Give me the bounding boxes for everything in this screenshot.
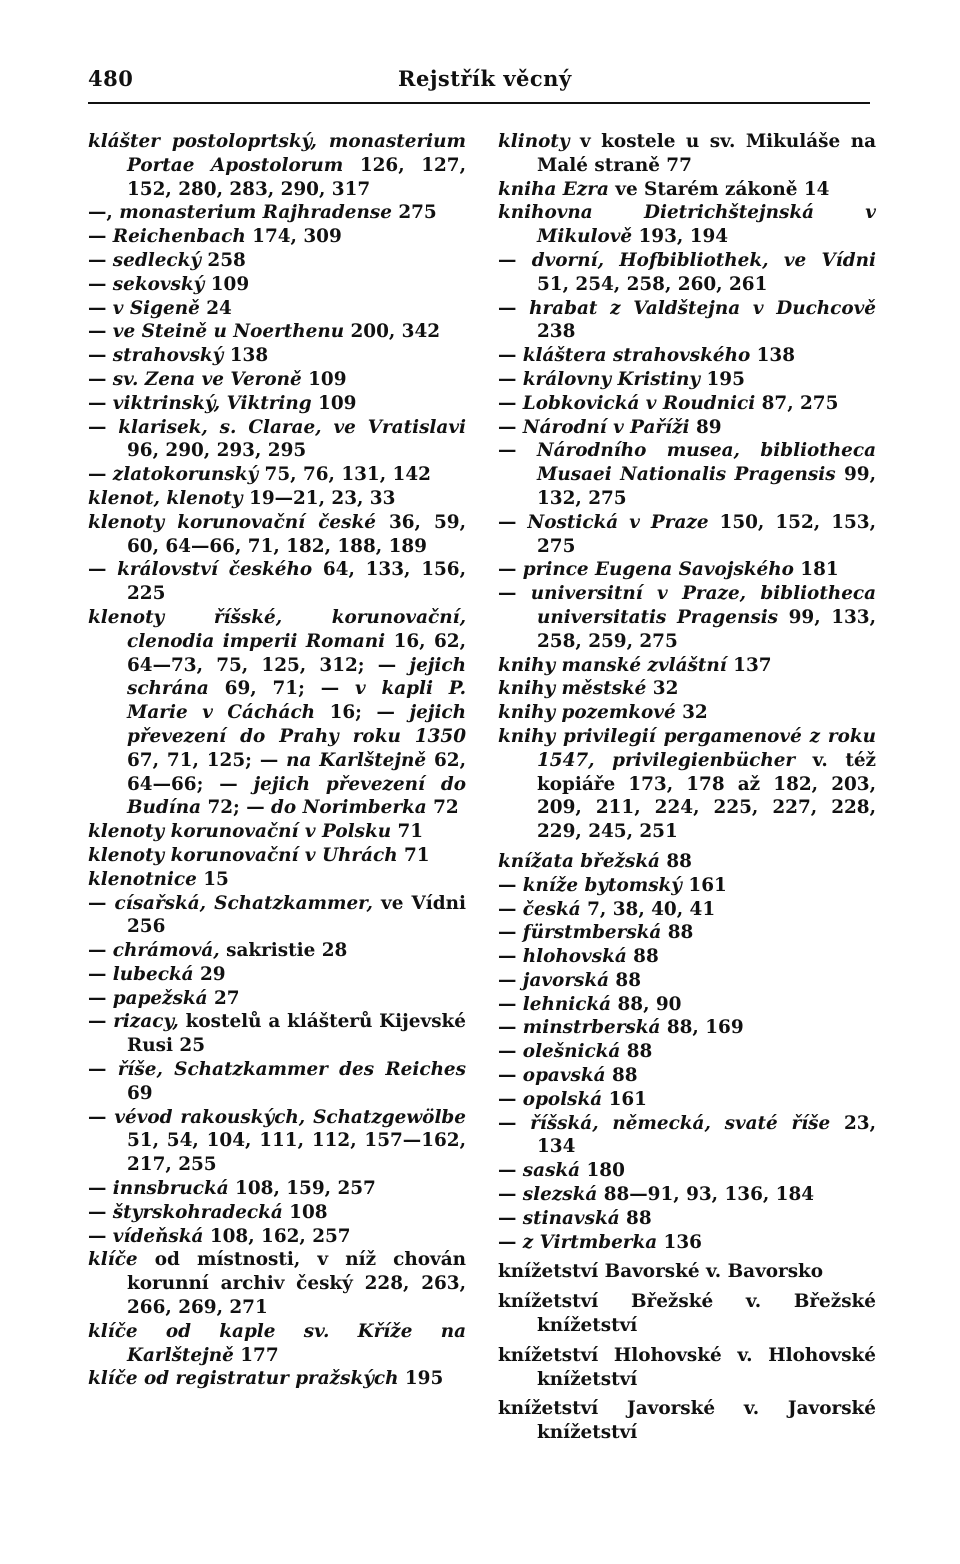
index-entry <box>88 130 466 201</box>
entry-text: — <box>498 1112 531 1134</box>
entry-term: klíče od registratur pražských <box>88 1368 399 1390</box>
entry-term: olešnická <box>522 1041 621 1063</box>
entry-text: 36, 59, 60, 64—66, 71, 182, 188, 189 <box>127 511 466 557</box>
entry-text: 177 <box>233 1344 279 1366</box>
index-subentry <box>498 511 876 559</box>
entry-term: česká <box>522 898 581 920</box>
entry-text: — <box>498 969 523 991</box>
entry-term: saská <box>522 1160 581 1182</box>
entry-term: království českého <box>117 559 313 581</box>
entry-text: 27 <box>207 987 240 1009</box>
entry-text: knížetství Javorské v. Javorské knížetství <box>498 1398 876 1444</box>
index-subentry <box>498 416 876 440</box>
entry-term: Národní v Paříži <box>522 416 690 438</box>
index-subentry <box>88 225 466 249</box>
entry-term: Nostická v Praze <box>527 511 709 533</box>
index-subentry <box>88 939 466 963</box>
index-subentry <box>88 987 466 1011</box>
entry-term: knihy městské <box>498 678 647 700</box>
index-entry <box>88 487 466 511</box>
entry-text: — <box>88 226 113 248</box>
entry-term: klenoty korunovační české <box>88 511 376 533</box>
entry-text: 108, 159, 257 <box>228 1178 376 1200</box>
entry-text: 88, 169 <box>660 1017 744 1039</box>
entry-term: vévod rakouských, Schatzgewölbe <box>114 1106 466 1128</box>
entry-term: universitní v Praze, bibliotheca universitatis Pragensis <box>530 583 877 628</box>
entry-text: 88 <box>609 969 642 991</box>
entry-text: 161 <box>602 1088 647 1110</box>
index-subentry <box>498 392 876 416</box>
index-entry <box>88 868 466 892</box>
index-subentry <box>88 201 466 225</box>
entry-term: knížata břežská <box>498 850 660 872</box>
entry-text: 69, 71; — <box>208 678 355 700</box>
entry-term: na Karlštejně <box>286 749 427 771</box>
index-subentry <box>498 874 876 898</box>
entry-text: 88 <box>661 922 694 944</box>
index-subentry <box>498 1016 876 1040</box>
entry-text: 99, 132, 275 <box>537 464 876 509</box>
entry-term: kláštera strahovského <box>522 345 751 367</box>
entry-term: chrámová, <box>112 940 220 962</box>
entry-text: — <box>498 249 532 271</box>
entry-term: opolská <box>522 1088 603 1110</box>
entry-text: — <box>498 946 523 968</box>
entry-text: 87, 275 <box>755 392 839 414</box>
entry-text: 138 <box>223 345 269 367</box>
entry-text: 109 <box>311 392 357 414</box>
index-subentry <box>88 1177 466 1201</box>
entry-text: — <box>498 1041 523 1063</box>
entry-text: 67, 71, 125; — <box>127 749 287 771</box>
index-subentry <box>498 558 876 582</box>
entry-term: rizacy, <box>113 1011 179 1033</box>
entry-text: 64, 133, 156, 225 <box>127 559 466 605</box>
index-subentry <box>498 1159 876 1183</box>
index-subentry <box>498 297 876 345</box>
index-entry <box>88 511 466 559</box>
entry-term: jejich převezení do Budína <box>127 773 466 819</box>
entry-text: 51, 254, 258, 260, 261 <box>537 273 768 295</box>
entry-term: knihy privilegií pergamenové z roku 1547, privilegienbücher <box>498 725 876 771</box>
entry-text: 16, 62, 64—73, 75, 125, 312; — <box>127 630 466 676</box>
entry-term: kniha Ezra <box>498 178 609 200</box>
entry-term: minstrberská <box>522 1017 661 1039</box>
entry-text: 51, 54, 104, 111, 112, 157—162, 217, 255 <box>127 1130 466 1176</box>
entry-term: hrabat z Valdštejna v Duchcově <box>529 297 876 319</box>
entry-text: — <box>88 273 113 295</box>
entry-term: do Norimberka <box>271 797 427 819</box>
index-subentry <box>498 945 876 969</box>
entry-text: 16; — <box>315 702 410 724</box>
entry-text: — <box>88 297 113 319</box>
page-header <box>88 66 870 104</box>
entry-text: 23, 134 <box>537 1112 877 1158</box>
index-entry <box>498 1397 876 1445</box>
entry-term: klenoty říšské, korunovační, clenodia imperii Romani <box>88 606 466 652</box>
entry-term: sv. Zena ve Veroně <box>112 368 302 390</box>
entry-text: 275 <box>391 202 437 224</box>
entry-term: císařská, Schatzkammer, <box>114 892 373 914</box>
entry-text: 62, 64—66; — <box>127 749 467 795</box>
index-entry <box>498 677 876 701</box>
entry-text: 96, 290, 293, 295 <box>127 440 307 462</box>
entry-term: štyrskohradecká <box>112 1201 283 1223</box>
index-subentry <box>498 1231 876 1255</box>
index-subentry <box>498 439 876 510</box>
entry-text: — <box>498 1017 523 1039</box>
index-subentry <box>88 892 466 940</box>
entry-text: od místnosti, v níž chován korunní archiv český 228, 263, 266, 269, 271 <box>127 1249 466 1319</box>
index-subentry <box>498 1183 876 1207</box>
index-entry <box>498 201 876 249</box>
entry-term: dvorní, Hofbibliothek, ve Vídni <box>531 249 876 271</box>
page-number: 480 <box>88 66 134 91</box>
entry-term: knihy manské zvláštní <box>498 654 727 676</box>
index-entry <box>88 1367 466 1391</box>
index-subentry <box>88 1225 466 1249</box>
entry-text: sakristie 28 <box>219 940 348 962</box>
index-subentry <box>498 969 876 993</box>
entry-term: Národního musea, bibliotheca Musaei Nationalis Pragensis <box>536 440 877 486</box>
entry-text: 193, 194 <box>632 226 729 248</box>
index-subentry <box>498 249 876 297</box>
entry-text: 126, 127, 152, 280, 283, 290, 317 <box>127 154 466 200</box>
entry-text: — <box>498 416 523 438</box>
entry-term: klíče <box>88 1249 138 1271</box>
entry-text: 200, 342 <box>344 321 441 343</box>
entry-text: — <box>498 1207 523 1229</box>
entry-text: — <box>88 1225 113 1247</box>
entry-term: kníže bytomský <box>522 874 682 896</box>
entry-text: 108, 162, 257 <box>203 1225 351 1247</box>
entry-text: —, <box>88 202 120 224</box>
entry-term: innsbrucká <box>112 1178 229 1200</box>
index-subentry <box>88 1201 466 1225</box>
index-subentry <box>88 1058 466 1106</box>
entry-text: — <box>498 345 523 367</box>
entry-text: 29 <box>193 963 226 985</box>
entry-text: — <box>88 249 113 271</box>
entry-text: — <box>88 416 119 438</box>
entry-term: klenotnice <box>88 868 197 890</box>
entry-term: strahovský <box>112 345 224 367</box>
entry-text: — <box>498 874 523 896</box>
entry-text: 258 <box>201 249 246 271</box>
index-subentry <box>88 416 466 464</box>
entry-text: — <box>88 940 113 962</box>
entry-text: 7, 38, 40, 41 <box>580 898 716 920</box>
running-head: Rejstřík věcný <box>398 66 572 91</box>
entry-term: fürstmberská <box>522 922 662 944</box>
entry-term: z Virtmberka <box>522 1231 658 1253</box>
index-subentry <box>498 993 876 1017</box>
index-subentry <box>498 1040 876 1064</box>
entry-term: královny Kristiny <box>522 368 701 390</box>
index-column-left <box>88 130 466 1391</box>
index-subentry <box>88 392 466 416</box>
index-subentry <box>88 344 466 368</box>
entry-text: — <box>88 559 118 581</box>
entry-text: 161 <box>682 874 727 896</box>
entry-term: vídeňská <box>112 1225 204 1247</box>
entry-term: slezská <box>522 1184 598 1206</box>
entry-text: 72; — <box>201 797 272 819</box>
entry-text: — <box>88 1106 115 1128</box>
entry-text: 88 <box>626 946 659 968</box>
index-subentry <box>498 582 876 653</box>
entry-text: — <box>498 440 537 462</box>
entry-term: klinoty <box>498 131 570 152</box>
entry-text: — <box>498 392 523 414</box>
index-subentry <box>498 1112 876 1160</box>
entry-text: — <box>498 1184 523 1206</box>
entry-text: 150, 152, 153, 275 <box>537 511 876 557</box>
index-subentry <box>88 320 466 344</box>
entry-term: Reichenbach <box>112 226 246 248</box>
entry-text: — <box>498 511 528 533</box>
entry-text: 15 <box>196 868 229 890</box>
entry-text: — <box>498 583 531 605</box>
entry-text: — <box>88 1011 114 1033</box>
entry-text: 238 <box>537 321 576 343</box>
entry-text: — <box>88 892 115 914</box>
entry-text: — <box>498 559 523 581</box>
entry-text: 99, 133, 258, 259, 275 <box>537 606 877 652</box>
entry-text: 89 <box>689 416 722 438</box>
entry-text: — <box>498 1231 523 1253</box>
entry-term: papežská <box>112 987 208 1009</box>
entry-text: 137 <box>726 654 772 676</box>
index-subentry <box>88 963 466 987</box>
entry-text: 195 <box>398 1368 444 1390</box>
entry-text: — <box>88 1201 113 1223</box>
index-entry <box>498 701 876 725</box>
entry-text: kostelů a klášterů Kijevské Rusi 25 <box>127 1011 466 1057</box>
entry-text: — <box>498 297 530 319</box>
entry-term: stinavská <box>522 1207 620 1229</box>
entry-text: — <box>88 963 113 985</box>
index-entry <box>498 130 876 178</box>
entry-text: 109 <box>204 273 250 295</box>
entry-term: viktrinský, Viktring <box>112 392 312 414</box>
index-entry <box>498 1260 876 1284</box>
entry-text: knížetství Hlohovské v. Hlohovské knížetství <box>498 1344 876 1390</box>
entry-text: — <box>498 368 523 390</box>
entry-term: jejich schrána <box>127 654 466 700</box>
index-entry <box>88 844 466 868</box>
entry-text: ve Starém zákoně 14 <box>608 178 830 200</box>
entry-text: — <box>88 1178 113 1200</box>
entry-text: v. též kopiáře 173, 178 až 182, 203, 209, 211, 224, 225, 227, 228, 229, 245, 251 <box>537 749 876 843</box>
entry-term: Lobkovická v Roudnici <box>522 392 756 414</box>
index-subentry <box>88 558 466 606</box>
entry-text: 88 <box>620 1041 653 1063</box>
entry-text: — <box>88 321 113 343</box>
entry-text: 195 <box>700 368 745 390</box>
index-entry <box>498 1290 876 1338</box>
entry-text: 32 <box>646 678 679 700</box>
entry-term: v Sigeně <box>112 297 200 319</box>
entry-text: — <box>498 1065 523 1087</box>
entry-text: 138 <box>750 345 796 367</box>
entry-term: sedlecký <box>112 249 202 271</box>
entry-text: 88 <box>605 1065 638 1087</box>
index-subentry <box>88 297 466 321</box>
entry-text: 72 <box>426 797 459 819</box>
entry-term: klenot, klenoty <box>88 487 243 509</box>
index-subentry <box>498 368 876 392</box>
entry-term: monasterium Rajhradense <box>119 202 392 224</box>
entry-text: — <box>88 464 113 486</box>
entry-text: 88 <box>619 1207 652 1229</box>
index-subentry <box>88 273 466 297</box>
entry-text: 88—91, 93, 136, 184 <box>597 1184 815 1206</box>
entry-term: klenoty korunovační v Polsku <box>88 821 392 843</box>
entry-term: říšská, německá, svaté říše <box>530 1112 831 1134</box>
entry-term: klenoty korunovační v Uhrách <box>88 844 398 866</box>
entry-text: knížetství Břežské v. Břežské knížetství <box>498 1291 876 1337</box>
entry-text: 24 <box>199 297 232 319</box>
entry-text: 71 <box>397 844 430 866</box>
index-entry <box>88 606 466 820</box>
entry-term: javorská <box>522 969 610 991</box>
entry-text: knížetství Bavorské v. Bavorsko <box>498 1261 824 1283</box>
entry-text: 88 <box>659 850 692 872</box>
entry-text: — <box>498 993 523 1015</box>
entry-text: — <box>88 368 113 390</box>
entry-text: — <box>498 1160 523 1182</box>
entry-term: knihovna Dietrichštejnská v Mikulově <box>498 202 876 248</box>
index-entry <box>88 1248 466 1319</box>
entry-term: jejich převezení do Prahy roku 1350 <box>127 702 467 747</box>
entry-text: 180 <box>580 1160 625 1182</box>
index-column-right <box>498 130 876 1445</box>
entry-text: 71 <box>391 821 424 843</box>
index-entry <box>498 725 876 844</box>
entry-text: 75, 76, 131, 142 <box>258 464 431 486</box>
entry-term: říše, Schatzkammer des Reiches <box>117 1059 466 1081</box>
index-subentry <box>498 1088 876 1112</box>
entry-text: v kostele u sv. Mikuláše na Malé straně 77 <box>537 131 876 176</box>
entry-text: 32 <box>675 702 708 724</box>
entry-term: ve Steině u Noerthenu <box>112 321 345 343</box>
entry-term: zlatokorunský <box>112 464 259 486</box>
index-entry <box>498 178 876 202</box>
index-subentry <box>88 249 466 273</box>
entry-text: 19—21, 23, 33 <box>242 487 396 509</box>
index-subentry <box>88 1106 466 1177</box>
entry-term: prince Eugena Savojského <box>522 559 794 581</box>
entry-text: — <box>88 987 113 1009</box>
entry-text: — <box>498 1088 523 1110</box>
index-subentry <box>498 921 876 945</box>
entry-term: klíče od kaple sv. Kříže na Karlštejně <box>88 1320 466 1366</box>
entry-text: 69 <box>127 1082 153 1104</box>
index-subentry <box>498 898 876 922</box>
index-entry <box>88 820 466 844</box>
entry-text: 174, 309 <box>245 226 342 248</box>
entry-text: — <box>88 392 113 414</box>
index-subentry <box>88 463 466 487</box>
entry-term: opavská <box>522 1065 606 1087</box>
index-subentry <box>88 368 466 392</box>
index-subentry <box>88 1010 466 1058</box>
entry-text: — <box>88 345 113 367</box>
entry-text: — <box>88 1059 118 1081</box>
index-entry <box>88 1320 466 1368</box>
index-entry <box>498 654 876 678</box>
entry-text: 88, 90 <box>611 993 682 1015</box>
entry-text: 136 <box>657 1231 702 1253</box>
entry-term: hlohovská <box>522 946 627 968</box>
entry-term: lehnická <box>522 993 612 1015</box>
entry-term: klášter postoloprtský, monasterium Portae Apostolorum <box>88 131 466 176</box>
entry-text: 108 <box>282 1201 328 1223</box>
index-subentry <box>498 1064 876 1088</box>
entry-text: ve Vídni 256 <box>127 892 466 938</box>
entry-term: sekovský <box>112 273 205 295</box>
index-entry <box>498 1344 876 1392</box>
entry-term: v kapli P. Marie v Cáchách <box>127 678 466 724</box>
entry-term: klarisek, s. Clarae, ve Vratislavi <box>118 416 466 438</box>
index-subentry <box>498 344 876 368</box>
entry-term: lubecká <box>112 963 194 985</box>
entry-text: 181 <box>793 559 839 581</box>
entry-text: — <box>498 898 523 920</box>
entry-text: 109 <box>301 368 347 390</box>
entry-text: — <box>498 922 523 944</box>
index-subentry <box>498 1207 876 1231</box>
entry-term: knihy pozemkové <box>498 702 676 724</box>
index-entry <box>498 850 876 874</box>
